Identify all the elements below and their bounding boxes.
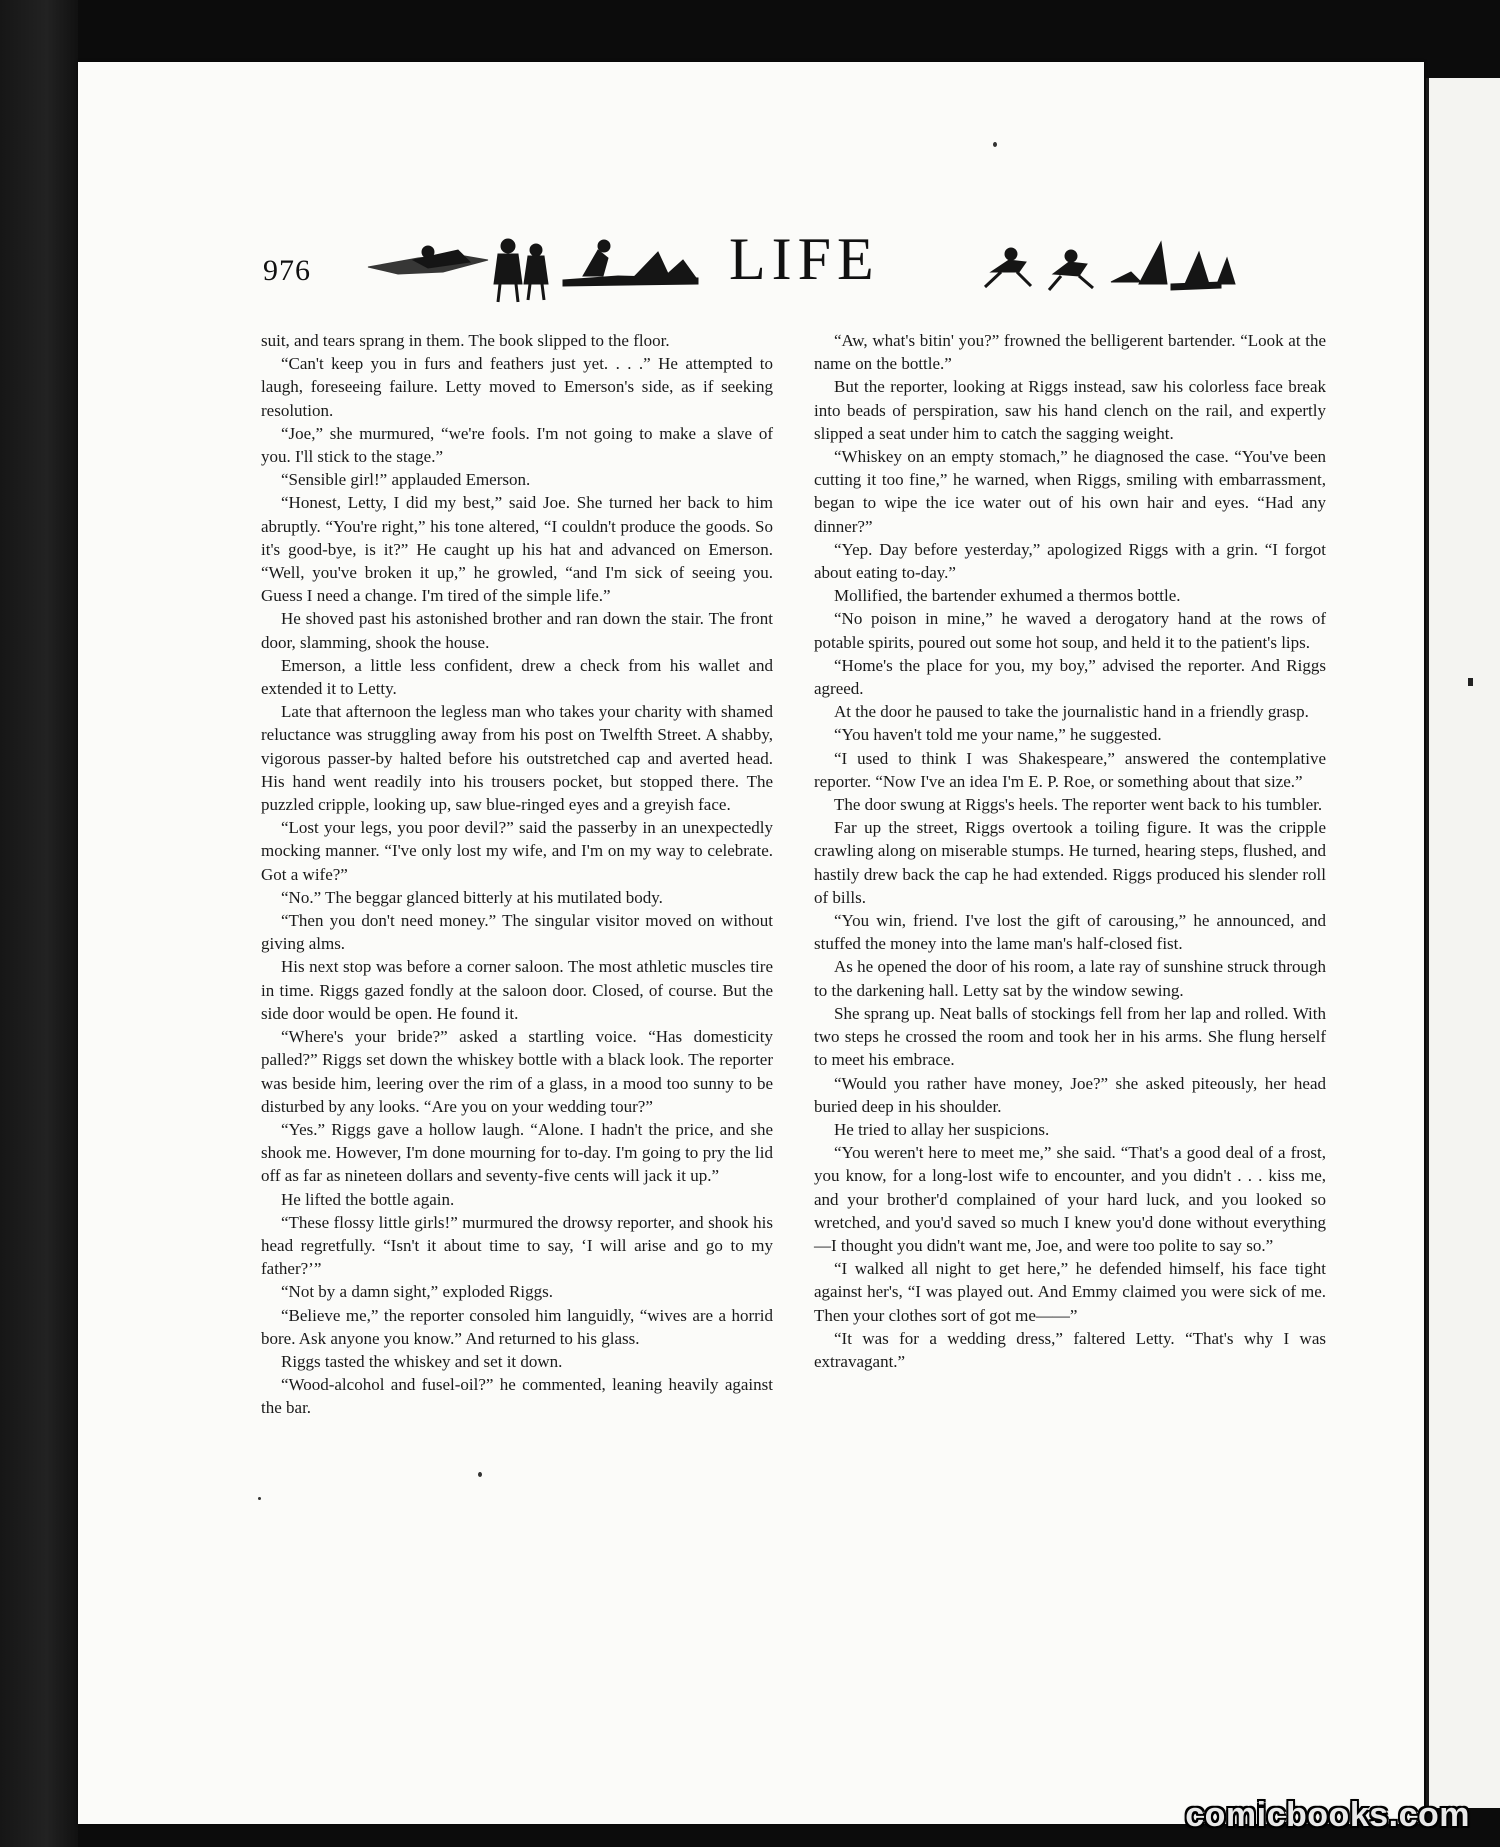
article-paragraph: “Lost your legs, you poor devil?” said the passerby in an unexpectedly mocking manner. “I've only lost my wife, and I'm on my way to celebrate. Got a wife?”	[261, 818, 773, 884]
watermark: comicbooks.com	[1185, 1796, 1470, 1834]
winter-sports-figures-icon	[358, 232, 718, 310]
article-paragraph: “Yes.” Riggs gave a hollow laugh. “Alone. I hadn't the price, and she shook me. However, I'm done mourning for to-day. I'm going to pry the lid off as far as nineteen dollars and seventy-five cents will jack it up.”	[261, 1119, 773, 1186]
article-paragraph: “Not by a damn sight,” exploded Riggs.	[281, 1282, 553, 1302]
article-paragraph: “I used to think I was Shakespeare,” answered the contemplative reporter. “Now I've an idea I'm E. P. Roe, or something about that size.”	[814, 748, 1326, 791]
scan-edge-left	[0, 0, 78, 1847]
article-paragraph: As he opened the door of his room, a late ray of sunshine struck through to the darkening hall. Letty sat by the window sewing.	[814, 957, 1326, 1000]
article-paragraph: At the door he paused to take the journalistic hand in a friendly grasp.	[834, 702, 1309, 722]
article-paragraph: suit, and tears sprang in them. The book slipped to the floor.	[261, 331, 670, 350]
article-paragraph: “Yep. Day before yesterday,” apologized Riggs with a grin. “I forgot about eating to-day.”	[814, 539, 1326, 583]
article-paragraph: “Home's the place for you, my boy,” advised the reporter. And Riggs agreed.	[814, 655, 1326, 699]
adjacent-page-edge	[1426, 78, 1500, 1808]
article-paragraph: “You win, friend. I've lost the gift of carousing,” he announced, and stuffed the money into the lame man's half-closed fist.	[814, 911, 1326, 954]
article-paragraph: Riggs tasted the whiskey and set it down.	[281, 1351, 563, 1371]
magazine-page	[78, 62, 1424, 1824]
article-paragraph: Far up the street, Riggs overtook a toiling figure. It was the cripple crawling along on miserable stumps. He turned, hearing steps, flushed, and hastily drew back the cap he had extended. Riggs produced his slender roll of bills.	[814, 818, 1326, 907]
scan-speck	[258, 1497, 261, 1500]
article-paragraph: “These flossy little girls!” murmured the drowsy reporter, and shook his head regretfully. “Isn't it about time to say, ‘I will arise and go to my father?’”	[261, 1212, 773, 1279]
article-paragraph: Emerson, a little less confident, drew a check from his wallet and extended it to Letty.	[261, 655, 773, 699]
article-paragraph: “Joe,” she murmured, “we're fools. I'm not going to make a slave of you. I'll stick to the stage.”	[261, 423, 773, 467]
article-paragraph: “No.” The beggar glanced bitterly at his mutilated body.	[281, 887, 663, 907]
article-body	[261, 329, 1326, 1699]
masthead-title: LIFE	[729, 226, 880, 292]
article-paragraph: “Honest, Letty, I did my best,” said Joe. She turned her back to him abruptly. “You're right,” his tone altered, “I couldn't produce the goods. So it's good-bye, is it?” He caught up his hat and advanced on Emerson. “Well, you've broken it up,” he growled, “and I'm sick of seeing you. Guess I need a change. I'm tired of the simple life.”	[261, 493, 773, 606]
article-paragraph: “Sensible girl!” applauded Emerson.	[281, 470, 531, 490]
article-paragraph: “Aw, what's bitin' you?” frowned the belligerent bartender. “Look at the name on the bottle.”	[814, 331, 1326, 374]
article-paragraph: “No poison in mine,” he waved a derogatory hand at the rows of potable spirits, poured out some hot soup, and held it to the patient's lips.	[814, 609, 1326, 652]
article-paragraph: She sprang up. Neat balls of stockings fell from her lap and rolled. With two steps he crossed the room and took her in his arms. She flung herself to meet his embrace.	[814, 1003, 1326, 1070]
article-paragraph: “Wood-alcohol and fusel-oil?” he commented, leaning heavily against the bar.	[261, 1375, 773, 1418]
article-paragraph: His next stop was before a corner saloon. The most athletic muscles tire in time. Riggs gazed fondly at the saloon door. Closed, of course. But the side door would be open. He found it.	[261, 957, 773, 1023]
skating-skiing-figures-icon	[971, 232, 1241, 304]
article-paragraph: “You weren't here to meet me,” she said. “That's a good deal of a frost, you know, for a long-lost wife to encounter, and you didn't . . . kiss me, and your brother'd complained of your hard luck, and you looked so wretched, and you'd saved so much I knew you'd done without everything—I thought you didn't want me, Joe, and were too polite to say so.”	[814, 1143, 1326, 1255]
scan-speck	[478, 1472, 482, 1477]
article-paragraph: The door swung at Riggs's heels. The reporter went back to his tumbler.	[834, 795, 1323, 815]
article-paragraph: “Would you rather have money, Joe?” she asked piteously, her head buried deep in his shoulder.	[814, 1073, 1326, 1116]
article-paragraph: He lifted the bottle again.	[281, 1189, 455, 1209]
article-paragraph: “Whiskey on an empty stomach,” he diagnosed the case. “You've been cutting it too fine,” he warned, when Riggs, smiling with embarrassment, began to wipe the ice water out of his own hair and eyes. “Had any dinner?”	[814, 447, 1326, 536]
scan-speck	[993, 142, 997, 147]
left-column	[261, 329, 773, 1420]
article-paragraph: “Can't keep you in furs and feathers just yet. . . .” He attempted to laugh, foreseeing failure. Letty moved to Emerson's side, as if seeking resolution.	[261, 354, 773, 420]
article-paragraph: He shoved past his astonished brother and ran down the stair. The front door, slamming, shook the house.	[261, 609, 773, 652]
article-paragraph: “Believe me,” the reporter consoled him languidly, “wives are a horrid bore. Ask anyone you know.” And returned to his glass.	[261, 1305, 773, 1348]
article-paragraph: “It was for a wedding dress,” faltered Letty. “That's why I was extravagant.”	[814, 1328, 1326, 1371]
article-paragraph: He tried to allay her suspicions.	[834, 1119, 1050, 1139]
page-header	[78, 212, 1424, 312]
page-number: 976	[263, 254, 311, 287]
scan-speck	[1468, 678, 1473, 686]
article-paragraph: “You haven't told me your name,” he suggested.	[834, 725, 1162, 745]
article-paragraph: “Then you don't need money.” The singular visitor moved on without giving alms.	[261, 911, 773, 954]
article-paragraph: But the reporter, looking at Riggs instead, saw his colorless face break into beads of perspiration, saw his hand clench on the rail, and expertly slipped a seat under him to catch the sagging weight.	[814, 377, 1326, 443]
article-paragraph: Late that afternoon the legless man who takes your charity with shamed reluctance was struggling away from his post on Twelfth Street. A shabby, vigorous passer-by halted before his outstretched cap and averted head. His hand went readily into his trousers pocket, but stopped there. The puzzled cripple, looking up, saw blue-ringed eyes and a greyish face.	[261, 702, 773, 815]
article-paragraph: “Where's your bride?” asked a startling voice. “Has domesticity palled?” Riggs set down the whiskey bottle with a black look. The reporter was beside him, leering over the rim of a glass, in a mood too sunny to be disturbed by any looks. “Are you on your wedding tour?”	[261, 1027, 773, 1116]
article-paragraph: “I walked all night to get here,” he defended himself, his face tight against her's, “I was played out. And Emmy claimed you were sick of me. Then your clothes sort of got me——”	[814, 1259, 1326, 1325]
article-paragraph: Mollified, the bartender exhumed a thermos bottle.	[834, 586, 1181, 606]
right-column	[814, 329, 1326, 1373]
